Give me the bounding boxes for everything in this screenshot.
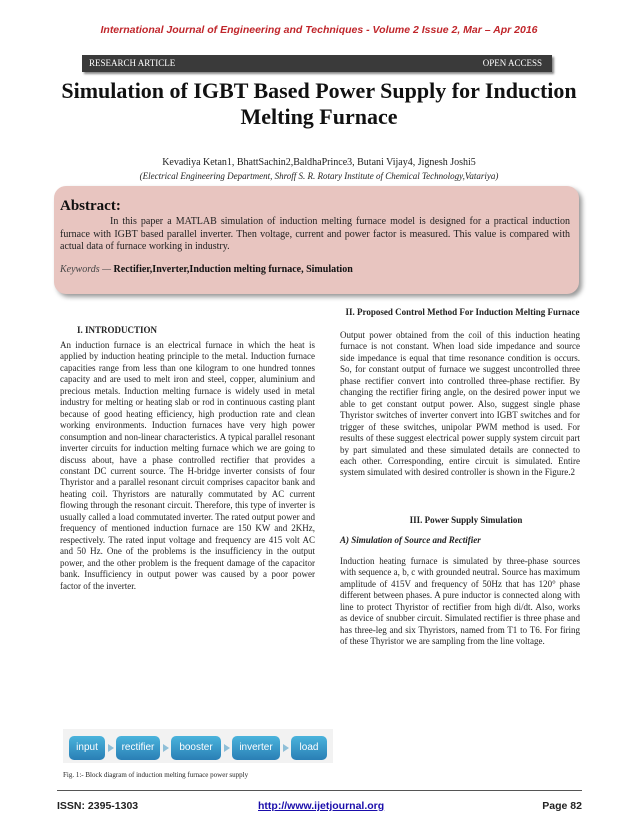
paper-title: Simulation of IGBT Based Power Supply for Induction Melting Furnace <box>61 78 577 129</box>
issn: ISSN: 2395-1303 <box>57 800 139 812</box>
abstract-heading: Abstract: <box>60 198 121 214</box>
block-rectifier: rectifier <box>116 736 160 760</box>
journal-header: International Journal of Engineering and Techniques - Volume 2 Issue 2, Mar – Apr 2016 <box>100 24 538 36</box>
intro-heading: I. INTRODUCTION <box>77 325 158 335</box>
footer-divider <box>57 790 582 791</box>
figure-caption: Fig. 1:- Block diagram of induction melting furnace power supply <box>63 771 249 779</box>
abstract-text: In this paper a MATLAB simulation of induction melting furnace model is designed for a practical induction furnace with IGBT based parallel inverter. Then voltage, current and power factor is measured. This value is compared with actual data of furnace working in industry. <box>60 216 570 252</box>
block-input: input <box>69 736 105 760</box>
block-inverter: inverter <box>232 736 280 760</box>
keywords-list: Rectifier,Inverter,Induction melting furnace, Simulation <box>113 264 353 275</box>
keywords <box>60 264 570 275</box>
keywords-label: Keywords — <box>60 264 112 275</box>
page-number: Page 82 <box>542 800 582 812</box>
intro-text: An induction furnace is an electrical furnace in which the heat is applied by induction heating principle to the metal. Induction furnace capacities range from less than one kilogram to one hundred tonnes capacity and are used to melt iron and steel, copper, aluminium and precious metals. Induction melting furnace is widely used in metal industry for melting or heating slab or rod in continuous casting plant because of good heating efficiency, high production rate and clean working environments. Induction furnaces have very high power consumption and non-linear characteristics. A typical parallel resonant inverter circuits for induction melting furnace which we are going to discuss about, have a phase controlled rectifier that provides a constant DC current source. The H-bridge inverter consists of four Thyristor and a parallel resonant circuit comprises capacitor bank and heating coil. Thyristors are naturally commutated by AC current flowing through the resonant circuit. Therefore, this type of inverter is usually called a load commutated inverter. The rated output power and frequency of mentioned induction furnace are 150 KW and 2KHz, respectively. The rated input voltage and frequency are 415 volt AC and 50 Hz. One of the problems is the insufficiency in the output power, and the other problem is the frequent damage of the capacitor bank. Insufficiency in output power was caused by a poor power factor of the inverter. <box>60 340 315 591</box>
block-load: load <box>291 736 327 760</box>
arrow-icon <box>224 744 230 752</box>
research-article-label: RESEARCH ARTICLE <box>89 58 176 68</box>
simulation-heading: III. Power Supply Simulation <box>409 515 523 525</box>
arrow-icon <box>163 744 169 752</box>
block-diagram <box>63 729 333 763</box>
control-method-text: Output power obtained from the coil of this induction heating furnace is not constant. When load side impedance and source side impedance is equal that time resonance condition is occurs. So, for constant output of furnace we suggest uncontrolled three phase rectifier convert into controlled three-phase rectifier. By changing the rectifier firing angle, on the desired power input we able to get constant output power. Also, suggest single phase Thyristor switches of inverter convert into IGBT switches and for trigger of these switches, unipolar PWM method is used. For results of these suggest electrical power supply system circuit part by part simulated and these simulated details are connected to each other. Corresponding, entire circuit is simulated. Entire system simulated with desired controller is shown in the Figure.2 <box>340 330 580 478</box>
open-access-label: OPEN ACCESS <box>482 58 542 68</box>
article-type-bar <box>82 55 552 72</box>
block-booster: booster <box>171 736 221 760</box>
affiliation: (Electrical Engineering Department, Shroff S. R. Rotary Institute of Chemical Technology,Vatariya) <box>139 171 499 181</box>
abstract-box <box>54 186 579 294</box>
source-rectifier-heading: A) Simulation of Source and Rectifier <box>340 535 481 545</box>
journal-link[interactable]: http://www.ijetjournal.org <box>258 800 385 812</box>
arrow-icon <box>108 744 114 752</box>
authors: Kevadiya Ketan1, BhattSachin2,BaldhaPrince3, Butani Vijay4, Jignesh Joshi5 <box>162 157 476 168</box>
source-rectifier-text: Induction heating furnace is simulated by three-phase sources with sequence a, b, c with grounded neutral. Source has maximum amplitude of 415V and frequency of 50Hz that has 120° phase different between phases. A pure inductor is connected along with line to protect Thyristor of rectifier from high di/dt. Also, works as device of snubber circuit. Simulated rectifier is three phase and has three-leg and six Thyristors, named from T1 to T6. For firing of these Thyristor we are sampling from the line voltage. <box>340 556 580 647</box>
control-method-heading: II. Proposed Control Method For Induction Melting Furnace <box>345 307 580 317</box>
arrow-icon <box>283 744 289 752</box>
